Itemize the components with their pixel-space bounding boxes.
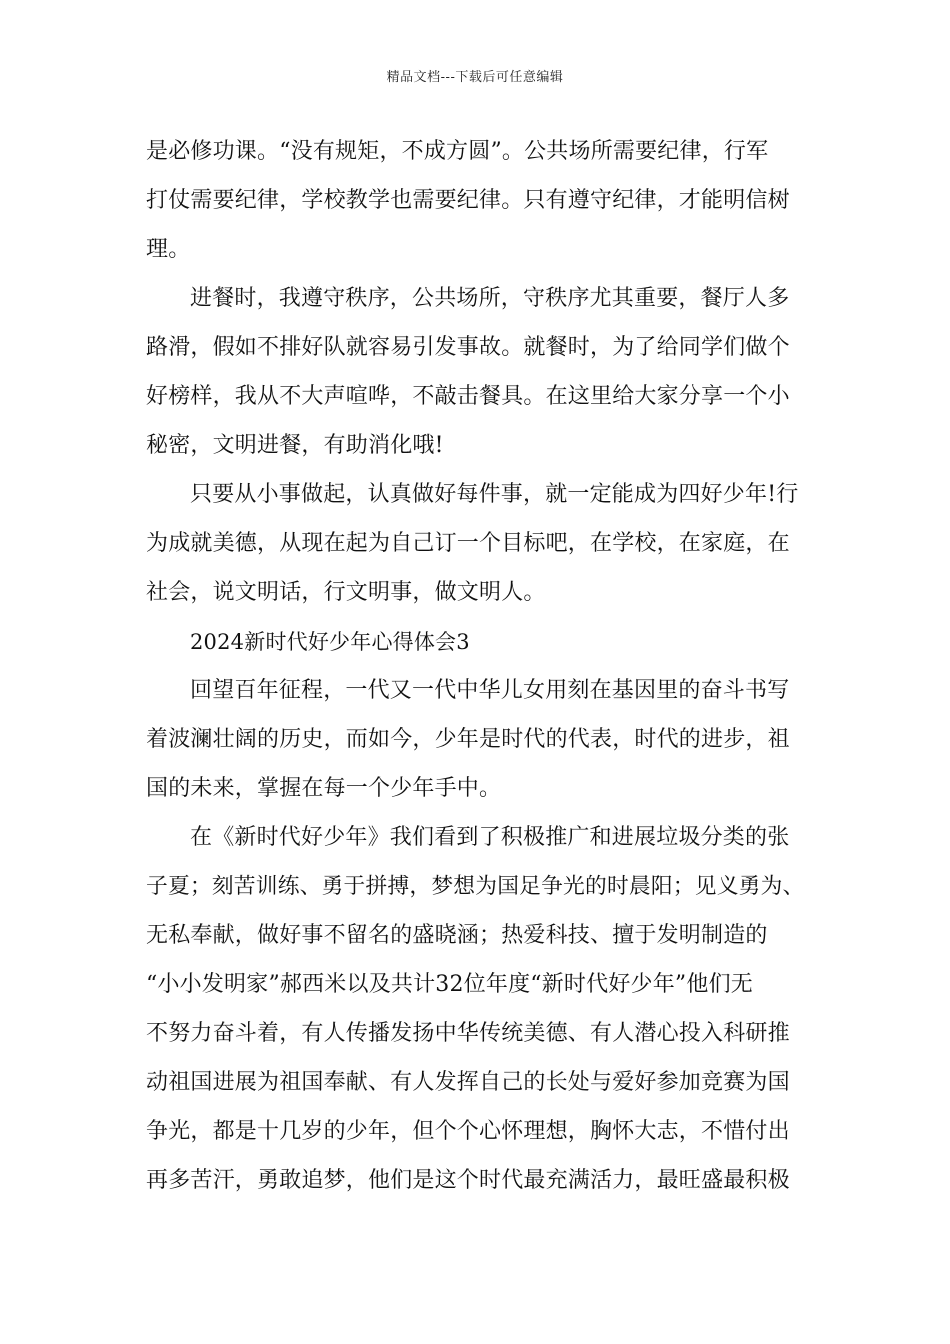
section-heading: 2024新时代好少年心得体会3 bbox=[190, 630, 470, 654]
text-line: 只要从小事做起，认真做好每件事，就一定能成为四好少年!行 bbox=[190, 482, 799, 507]
text-line: 动祖国进展为祖国奉献、有人发挥自己的长处与爱好参加竞赛为国 bbox=[146, 1070, 790, 1095]
text-line: 回望百年征程，一代又一代中华儿女用刻在基因里的奋斗书写 bbox=[190, 678, 790, 703]
text-line: 无私奉献，做好事不留名的盛晓涵；热爱科技、擅于发明制造的 bbox=[146, 923, 768, 948]
text-line: 争光，都是十几岁的少年，但个个心怀理想，胸怀大志，不惜付出 bbox=[146, 1119, 790, 1144]
text-line: 理。 bbox=[146, 237, 191, 262]
text-line: 着波澜壮阔的历史，而如今，少年是时代的代表，时代的进步，祖 bbox=[146, 727, 790, 752]
text-line: 在《新时代好少年》我们看到了积极推广和进展垃圾分类的张 bbox=[190, 825, 790, 850]
text-line: 国的未来，掌握在每一个少年手中。 bbox=[146, 776, 502, 801]
text-line: 社会，说文明话，行文明事，做文明人。 bbox=[146, 580, 546, 605]
text-line: 为成就美德，从现在起为自己订一个目标吧，在学校，在家庭，在 bbox=[146, 531, 790, 556]
text-line: 进餐时，我遵守秩序，公共场所，守秩序尤其重要，餐厅人多 bbox=[190, 286, 790, 311]
text-line: 打仗需要纪律，学校教学也需要纪律。只有遵守纪律，才能明信树 bbox=[146, 188, 790, 213]
text-line: 路滑，假如不排好队就容易引发事故。就餐时，为了给同学们做个 bbox=[146, 335, 790, 360]
document-body bbox=[146, 132, 810, 1210]
text-line: 好榜样，我从不大声喧哗，不敲击餐具。在这里给大家分享一个小 bbox=[146, 384, 790, 409]
text-line: 是必修功课。“没有规矩，不成方圆”。公共场所需要纪律，行军 bbox=[146, 139, 769, 164]
text-line: 秘密，文明进餐，有助消化哦! bbox=[146, 433, 444, 458]
text-line: “小小发明家”郝西米以及共计32位年度“新时代好少年”他们无 bbox=[146, 972, 753, 997]
text-line: 子夏；刻苦训练、勇于拼搏，梦想为国足争光的时晨阳；见义勇为、 bbox=[146, 874, 805, 899]
text-line: 再多苦汗，勇敢追梦，他们是这个时代最充满活力，最旺盛最积极 bbox=[146, 1168, 790, 1193]
page-header: 精品文档---下载后可任意编辑 bbox=[386, 70, 564, 85]
text-line: 不努力奋斗着，有人传播发扬中华传统美德、有人潜心投入科研推 bbox=[146, 1021, 790, 1046]
